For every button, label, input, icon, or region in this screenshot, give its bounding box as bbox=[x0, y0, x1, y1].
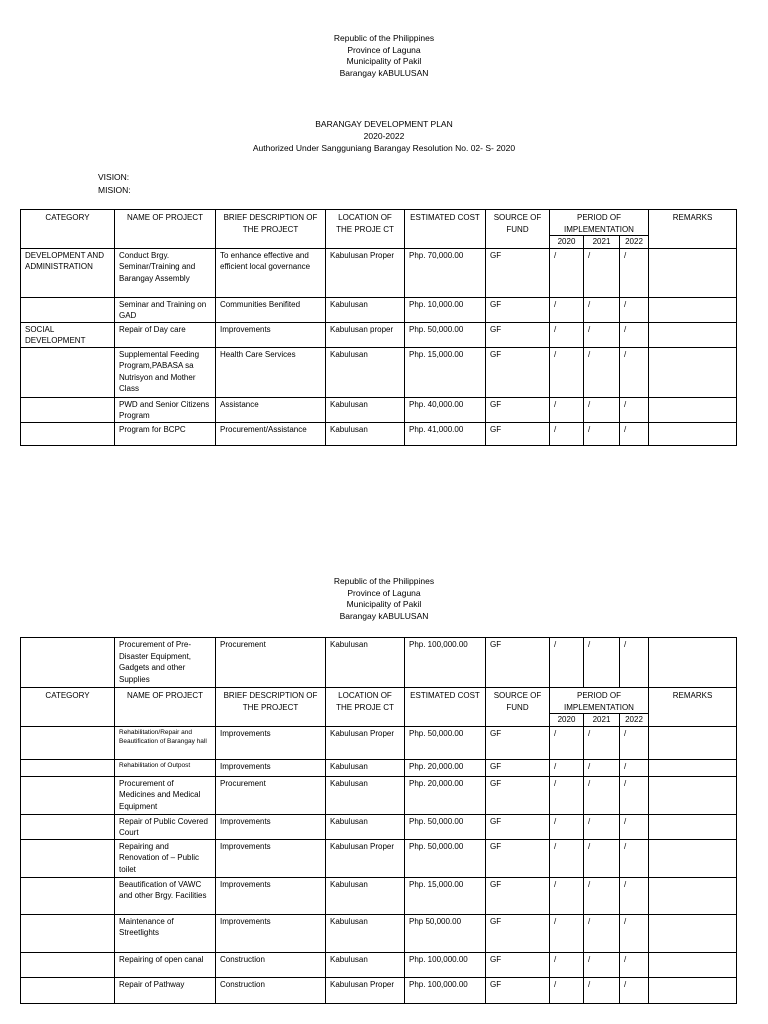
header-republic: Republic of the Philippines bbox=[333, 33, 435, 43]
cell-description: Improvements bbox=[216, 814, 326, 839]
cell-category bbox=[21, 422, 115, 445]
cell-2020: / bbox=[550, 776, 584, 814]
cell-2020: / bbox=[550, 347, 584, 397]
cell-cost: Php. 100,000.00 bbox=[405, 977, 486, 1003]
col-header-project: NAME OF PROJECT bbox=[115, 210, 216, 249]
col-header-fund: SOURCE OF FUND bbox=[486, 210, 550, 249]
col-header-location: LOCATION OF THE PROJE CT bbox=[326, 688, 405, 727]
cell-location: Kabulusan bbox=[326, 297, 405, 322]
table-row bbox=[21, 952, 737, 977]
cell-description: Construction bbox=[216, 952, 326, 977]
cell-description: Construction bbox=[216, 977, 326, 1003]
cell-location: Kabulusan Proper bbox=[326, 726, 405, 759]
cell-2022: / bbox=[620, 877, 649, 914]
header-barangay: Barangay kABULUSAN bbox=[339, 610, 429, 621]
table-row bbox=[21, 914, 737, 952]
cell-location: Kabulusan bbox=[326, 952, 405, 977]
cell-remarks bbox=[649, 248, 737, 297]
plan-authorization: Authorized Under Sangguniang Barangay Resolution No. 02- S- 2020 bbox=[252, 143, 516, 153]
cell-location: Kabulusan bbox=[326, 877, 405, 914]
header-barangay: Barangay kABULUSAN bbox=[339, 67, 429, 78]
cell-fund: GF bbox=[486, 776, 550, 814]
cell-remarks bbox=[649, 638, 737, 688]
cell-project: Procurement of Pre-Disaster Equipment, Gadgets and other Supplies bbox=[115, 638, 216, 688]
cell-category bbox=[21, 638, 115, 688]
cell-fund: GF bbox=[486, 322, 550, 347]
cell-category: DEVELOPMENT AND ADMINISTRATION bbox=[21, 248, 115, 297]
cell-2022: / bbox=[620, 759, 649, 776]
cell-2022: / bbox=[620, 422, 649, 445]
cell-description: Improvements bbox=[216, 914, 326, 952]
cell-2021: / bbox=[584, 422, 620, 445]
cell-cost: Php. 100,000.00 bbox=[405, 952, 486, 977]
cell-2022: / bbox=[620, 977, 649, 1003]
cell-description: Procurement/Assistance bbox=[216, 422, 326, 445]
cell-project: Repair of Public Covered Court bbox=[115, 814, 216, 839]
cell-location: Kabulusan proper bbox=[326, 322, 405, 347]
cell-2021: / bbox=[584, 877, 620, 914]
cell-2022: / bbox=[620, 814, 649, 839]
cell-2022: / bbox=[620, 297, 649, 322]
cell-project: Repairing of open canal bbox=[115, 952, 216, 977]
cell-2020: / bbox=[550, 839, 584, 877]
cell-remarks bbox=[649, 726, 737, 759]
cell-fund: GF bbox=[486, 952, 550, 977]
cell-2022: / bbox=[620, 397, 649, 422]
cell-location: Kabulusan bbox=[326, 776, 405, 814]
cell-category bbox=[21, 977, 115, 1003]
cell-cost: Php. 50,000.00 bbox=[405, 322, 486, 347]
cell-fund: GF bbox=[486, 248, 550, 297]
cell-project: Conduct Brgy. Seminar/Training and Barangay Assembly bbox=[115, 248, 216, 297]
cell-remarks bbox=[649, 877, 737, 914]
col-header-project: NAME OF PROJECT bbox=[115, 688, 216, 727]
cell-description: Improvements bbox=[216, 322, 326, 347]
cell-2022: / bbox=[620, 839, 649, 877]
cell-project: Rehabilitation/Repair and Beautification of Barangay hall bbox=[115, 726, 216, 759]
cell-project: Repair of Day care bbox=[115, 322, 216, 347]
cell-remarks bbox=[649, 759, 737, 776]
cell-2021: / bbox=[584, 347, 620, 397]
cell-category bbox=[21, 814, 115, 839]
cell-category bbox=[21, 726, 115, 759]
cell-project: Beautification of VAWC and other Brgy. Facilities bbox=[115, 877, 216, 914]
cell-2020: / bbox=[550, 977, 584, 1003]
col-header-period: PERIOD OF IMPLEMENTATION bbox=[550, 210, 649, 236]
cell-description: Procurement bbox=[216, 638, 326, 688]
col-header-2020: 2020 bbox=[550, 236, 584, 249]
cell-2020: / bbox=[550, 759, 584, 776]
cell-description: Health Care Services bbox=[216, 347, 326, 397]
col-header-2021: 2021 bbox=[584, 236, 620, 249]
plan-years: 2020-2022 bbox=[363, 131, 405, 141]
table-2-body bbox=[21, 726, 737, 1003]
cell-cost: Php. 50,000.00 bbox=[405, 814, 486, 839]
header-municipality: Municipality of Pakil bbox=[346, 56, 422, 66]
cell-category: SOCIAL DEVELOPMENT bbox=[21, 322, 115, 347]
cell-cost: Php. 50,000.00 bbox=[405, 726, 486, 759]
col-header-2020: 2020 bbox=[550, 714, 584, 727]
letterhead-page-2 bbox=[0, 576, 768, 622]
cell-project: Supplemental Feeding Program,PABASA sa Nutrisyon and Mother Class bbox=[115, 347, 216, 397]
cell-2020: / bbox=[550, 814, 584, 839]
cell-2020: / bbox=[550, 726, 584, 759]
cell-description: Assistance bbox=[216, 397, 326, 422]
cell-cost: Php. 40,000.00 bbox=[405, 397, 486, 422]
cell-2021: / bbox=[584, 726, 620, 759]
cell-cost: Php. 15,000.00 bbox=[405, 877, 486, 914]
table-header-row bbox=[21, 688, 737, 714]
cell-project: Program for BCPC bbox=[115, 422, 216, 445]
col-header-cost: ESTIMATED COST bbox=[405, 210, 486, 249]
cell-2022: / bbox=[620, 914, 649, 952]
cell-project: Repair of Pathway bbox=[115, 977, 216, 1003]
table-row bbox=[21, 977, 737, 1003]
cell-cost: Php. 100,000.00 bbox=[405, 638, 486, 688]
cell-2021: / bbox=[584, 397, 620, 422]
cell-location: Kabulusan bbox=[326, 422, 405, 445]
col-header-cost: ESTIMATED COST bbox=[405, 688, 486, 727]
cell-location: Kabulusan bbox=[326, 638, 405, 688]
cell-category bbox=[21, 759, 115, 776]
cell-cost: Php. 50,000.00 bbox=[405, 839, 486, 877]
cell-cost: Php 50,000.00 bbox=[405, 914, 486, 952]
cell-cost: Php. 15,000.00 bbox=[405, 347, 486, 397]
table-row bbox=[21, 297, 737, 322]
cell-fund: GF bbox=[486, 422, 550, 445]
cell-remarks bbox=[649, 422, 737, 445]
cell-fund: GF bbox=[486, 347, 550, 397]
table-row bbox=[21, 638, 737, 688]
table-1-body bbox=[21, 248, 737, 445]
table-row bbox=[21, 347, 737, 397]
cell-location: Kabulusan bbox=[326, 914, 405, 952]
cell-2020: / bbox=[550, 914, 584, 952]
cell-description: Improvements bbox=[216, 726, 326, 759]
plan-title: BARANGAY DEVELOPMENT PLAN bbox=[315, 119, 453, 129]
cell-cost: Php. 70,000.00 bbox=[405, 248, 486, 297]
cell-2021: / bbox=[584, 638, 620, 688]
header-province: Province of Laguna bbox=[347, 44, 421, 55]
cell-2021: / bbox=[584, 977, 620, 1003]
cell-remarks bbox=[649, 322, 737, 347]
cell-remarks bbox=[649, 814, 737, 839]
cell-project: Repairing and Renovation of – Public toilet bbox=[115, 839, 216, 877]
cell-2022: / bbox=[620, 726, 649, 759]
cell-category bbox=[21, 297, 115, 322]
cell-2021: / bbox=[584, 839, 620, 877]
table-row bbox=[21, 776, 737, 814]
cell-2020: / bbox=[550, 952, 584, 977]
cell-category bbox=[21, 877, 115, 914]
cell-remarks bbox=[649, 952, 737, 977]
col-header-fund: SOURCE OF FUND bbox=[486, 688, 550, 727]
cell-fund: GF bbox=[486, 759, 550, 776]
table-row bbox=[21, 726, 737, 759]
cell-2022: / bbox=[620, 347, 649, 397]
table-row bbox=[21, 877, 737, 914]
table-row bbox=[21, 422, 737, 445]
cell-cost: Php. 41,000.00 bbox=[405, 422, 486, 445]
cell-2020: / bbox=[550, 877, 584, 914]
cell-cost: Php. 20,000.00 bbox=[405, 776, 486, 814]
col-header-2022: 2022 bbox=[620, 714, 649, 727]
cell-fund: GF bbox=[486, 914, 550, 952]
table-2-continued-row bbox=[21, 638, 737, 688]
cell-remarks bbox=[649, 914, 737, 952]
cell-cost: Php. 20,000.00 bbox=[405, 759, 486, 776]
cell-category bbox=[21, 952, 115, 977]
col-header-2021: 2021 bbox=[584, 714, 620, 727]
cell-description: To enhance effective and efficient local governance bbox=[216, 248, 326, 297]
development-plan-table-2 bbox=[20, 637, 737, 1004]
cell-2020: / bbox=[550, 397, 584, 422]
cell-fund: GF bbox=[486, 726, 550, 759]
table-row bbox=[21, 248, 737, 297]
cell-2022: / bbox=[620, 248, 649, 297]
header-province: Province of Laguna bbox=[347, 587, 421, 598]
table-row bbox=[21, 814, 737, 839]
cell-2021: / bbox=[584, 776, 620, 814]
cell-2020: / bbox=[550, 322, 584, 347]
table-row bbox=[21, 839, 737, 877]
col-header-category: CATEGORY bbox=[21, 688, 115, 727]
col-header-remarks: REMARKS bbox=[649, 688, 737, 727]
plan-title-block bbox=[0, 118, 768, 154]
cell-location: Kabulusan Proper bbox=[326, 248, 405, 297]
cell-location: Kabulusan bbox=[326, 397, 405, 422]
table-2-header bbox=[21, 688, 737, 727]
cell-2021: / bbox=[584, 248, 620, 297]
cell-category bbox=[21, 839, 115, 877]
development-plan-table-1 bbox=[20, 209, 737, 446]
table-row bbox=[21, 397, 737, 422]
cell-location: Kabulusan bbox=[326, 759, 405, 776]
cell-remarks bbox=[649, 297, 737, 322]
cell-project: Maintenance of Streetlights bbox=[115, 914, 216, 952]
cell-fund: GF bbox=[486, 638, 550, 688]
cell-fund: GF bbox=[486, 877, 550, 914]
cell-2021: / bbox=[584, 814, 620, 839]
cell-2020: / bbox=[550, 422, 584, 445]
cell-description: Improvements bbox=[216, 877, 326, 914]
vision-mision-block bbox=[98, 171, 131, 197]
cell-location: Kabulusan bbox=[326, 814, 405, 839]
cell-project: PWD and Senior Citizens Program bbox=[115, 397, 216, 422]
cell-location: Kabulusan Proper bbox=[326, 977, 405, 1003]
cell-location: Kabulusan Proper bbox=[326, 839, 405, 877]
cell-location: Kabulusan bbox=[326, 347, 405, 397]
table-row bbox=[21, 322, 737, 347]
cell-2022: / bbox=[620, 776, 649, 814]
cell-category bbox=[21, 914, 115, 952]
cell-description: Communities Benifited bbox=[216, 297, 326, 322]
vision-label: VISION: bbox=[98, 172, 130, 182]
cell-remarks bbox=[649, 776, 737, 814]
cell-category bbox=[21, 776, 115, 814]
col-header-period: PERIOD OF IMPLEMENTATION bbox=[550, 688, 649, 714]
cell-category bbox=[21, 397, 115, 422]
cell-fund: GF bbox=[486, 297, 550, 322]
mision-label: MISION: bbox=[98, 185, 131, 195]
cell-2020: / bbox=[550, 297, 584, 322]
letterhead-page-1 bbox=[0, 33, 768, 79]
cell-2022: / bbox=[620, 322, 649, 347]
cell-2021: / bbox=[584, 759, 620, 776]
cell-remarks bbox=[649, 839, 737, 877]
col-header-2022: 2022 bbox=[620, 236, 649, 249]
cell-2021: / bbox=[584, 952, 620, 977]
cell-2020: / bbox=[550, 638, 584, 688]
table-header-row bbox=[21, 210, 737, 236]
cell-fund: GF bbox=[486, 839, 550, 877]
cell-2022: / bbox=[620, 638, 649, 688]
col-header-remarks: REMARKS bbox=[649, 210, 737, 249]
cell-category bbox=[21, 347, 115, 397]
cell-remarks bbox=[649, 397, 737, 422]
cell-description: Improvements bbox=[216, 759, 326, 776]
col-header-location: LOCATION OF THE PROJE CT bbox=[326, 210, 405, 249]
cell-2022: / bbox=[620, 952, 649, 977]
cell-2021: / bbox=[584, 297, 620, 322]
table-row bbox=[21, 759, 737, 776]
header-municipality: Municipality of Pakil bbox=[346, 599, 422, 609]
cell-remarks bbox=[649, 347, 737, 397]
col-header-category: CATEGORY bbox=[21, 210, 115, 249]
cell-fund: GF bbox=[486, 814, 550, 839]
cell-description: Improvements bbox=[216, 839, 326, 877]
cell-project: Procurement of Medicines and Medical Equipment bbox=[115, 776, 216, 814]
col-header-description: BRIEF DESCRIPTION OF THE PROJECT bbox=[216, 688, 326, 727]
col-header-description: BRIEF DESCRIPTION OF THE PROJECT bbox=[216, 210, 326, 249]
cell-remarks bbox=[649, 977, 737, 1003]
cell-2020: / bbox=[550, 248, 584, 297]
cell-2021: / bbox=[584, 914, 620, 952]
cell-project: Seminar and Training on GAD bbox=[115, 297, 216, 322]
cell-fund: GF bbox=[486, 397, 550, 422]
cell-project: Rehabilitation of Outpost bbox=[115, 759, 216, 776]
cell-cost: Php. 10,000.00 bbox=[405, 297, 486, 322]
header-republic: Republic of the Philippines bbox=[333, 576, 435, 586]
cell-fund: GF bbox=[486, 977, 550, 1003]
cell-2021: / bbox=[584, 322, 620, 347]
cell-description: Procurement bbox=[216, 776, 326, 814]
